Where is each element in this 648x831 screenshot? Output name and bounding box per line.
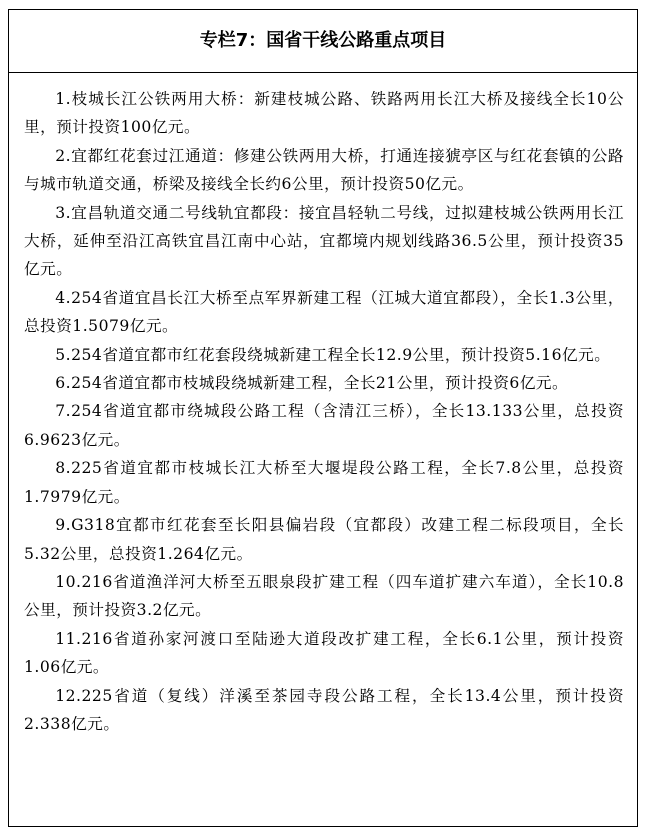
project-item-9: 9.G318宜都市红花套至长阳县偏岩段（宜都段）改建工程二标段项目，全长5.32公里，总投资1.264亿元。: [24, 516, 624, 563]
project-item-1: 1.枝城长江公铁两用大桥：新建枝城公路、铁路两用长江大桥及接线全长10公里，预计投资100亿元。: [24, 90, 624, 137]
project-column-box: [8, 9, 638, 827]
project-item-3: 3.宜昌轨道交通二号线轨宜都段：接宜昌轻轨二号线，过拟建枝城公铁两用长江大桥，延伸至沿江高铁宜昌江南中心站，宜都境内规划线路36.5公里，预计投资35亿元。: [24, 203, 624, 279]
project-item-12: 12.225省道（复线）洋溪至茶园寺段公路工程，全长13.4公里，预计投资2.338亿元。: [24, 686, 624, 733]
project-item-4: 4.254省道宜昌长江大桥至点军界新建工程（江城大道宜都段），全长1.3公里，总投资1.5079亿元。: [24, 288, 624, 336]
project-item-7: 7.254省道宜都市绕城段公路工程（含清江三桥），全长13.133公里，总投资6.9623亿元。: [24, 402, 624, 449]
project-item-8: 8.225省道宜都市枝城长江大桥至大堰堤段公路工程，全长7.8公里，总投资1.7979亿元。: [24, 459, 624, 506]
title-divider: [9, 72, 637, 73]
project-item-5: 5.254省道宜都市红花套段绕城新建工程全长12.9公里，预计投资5.16亿元。: [55, 345, 611, 364]
project-item-11: 11.216省道孙家河渡口至陆逊大道段改扩建工程，全长6.1公里，预计投资1.06亿元。: [24, 629, 624, 677]
project-item-2: 2.宜都红花套过江通道：修建公铁两用大桥，打通连接猇亭区与红花套镇的公路与城市轨道交通，桥梁及接线全长约6公里，预计投资50亿元。: [24, 146, 624, 194]
project-list: [24, 85, 624, 738]
project-item-10: 10.216省道渔洋河大桥至五眼泉段扩建工程（四车道扩建六车道），全长10.8公里，预计投资3.2亿元。: [24, 572, 624, 620]
column-title: 专栏7：国省干线公路重点项目: [199, 30, 447, 51]
project-item-6: 6.254省道宜都市枝城段绕城新建工程，全长21公里，预计投资6亿元。: [55, 374, 569, 393]
